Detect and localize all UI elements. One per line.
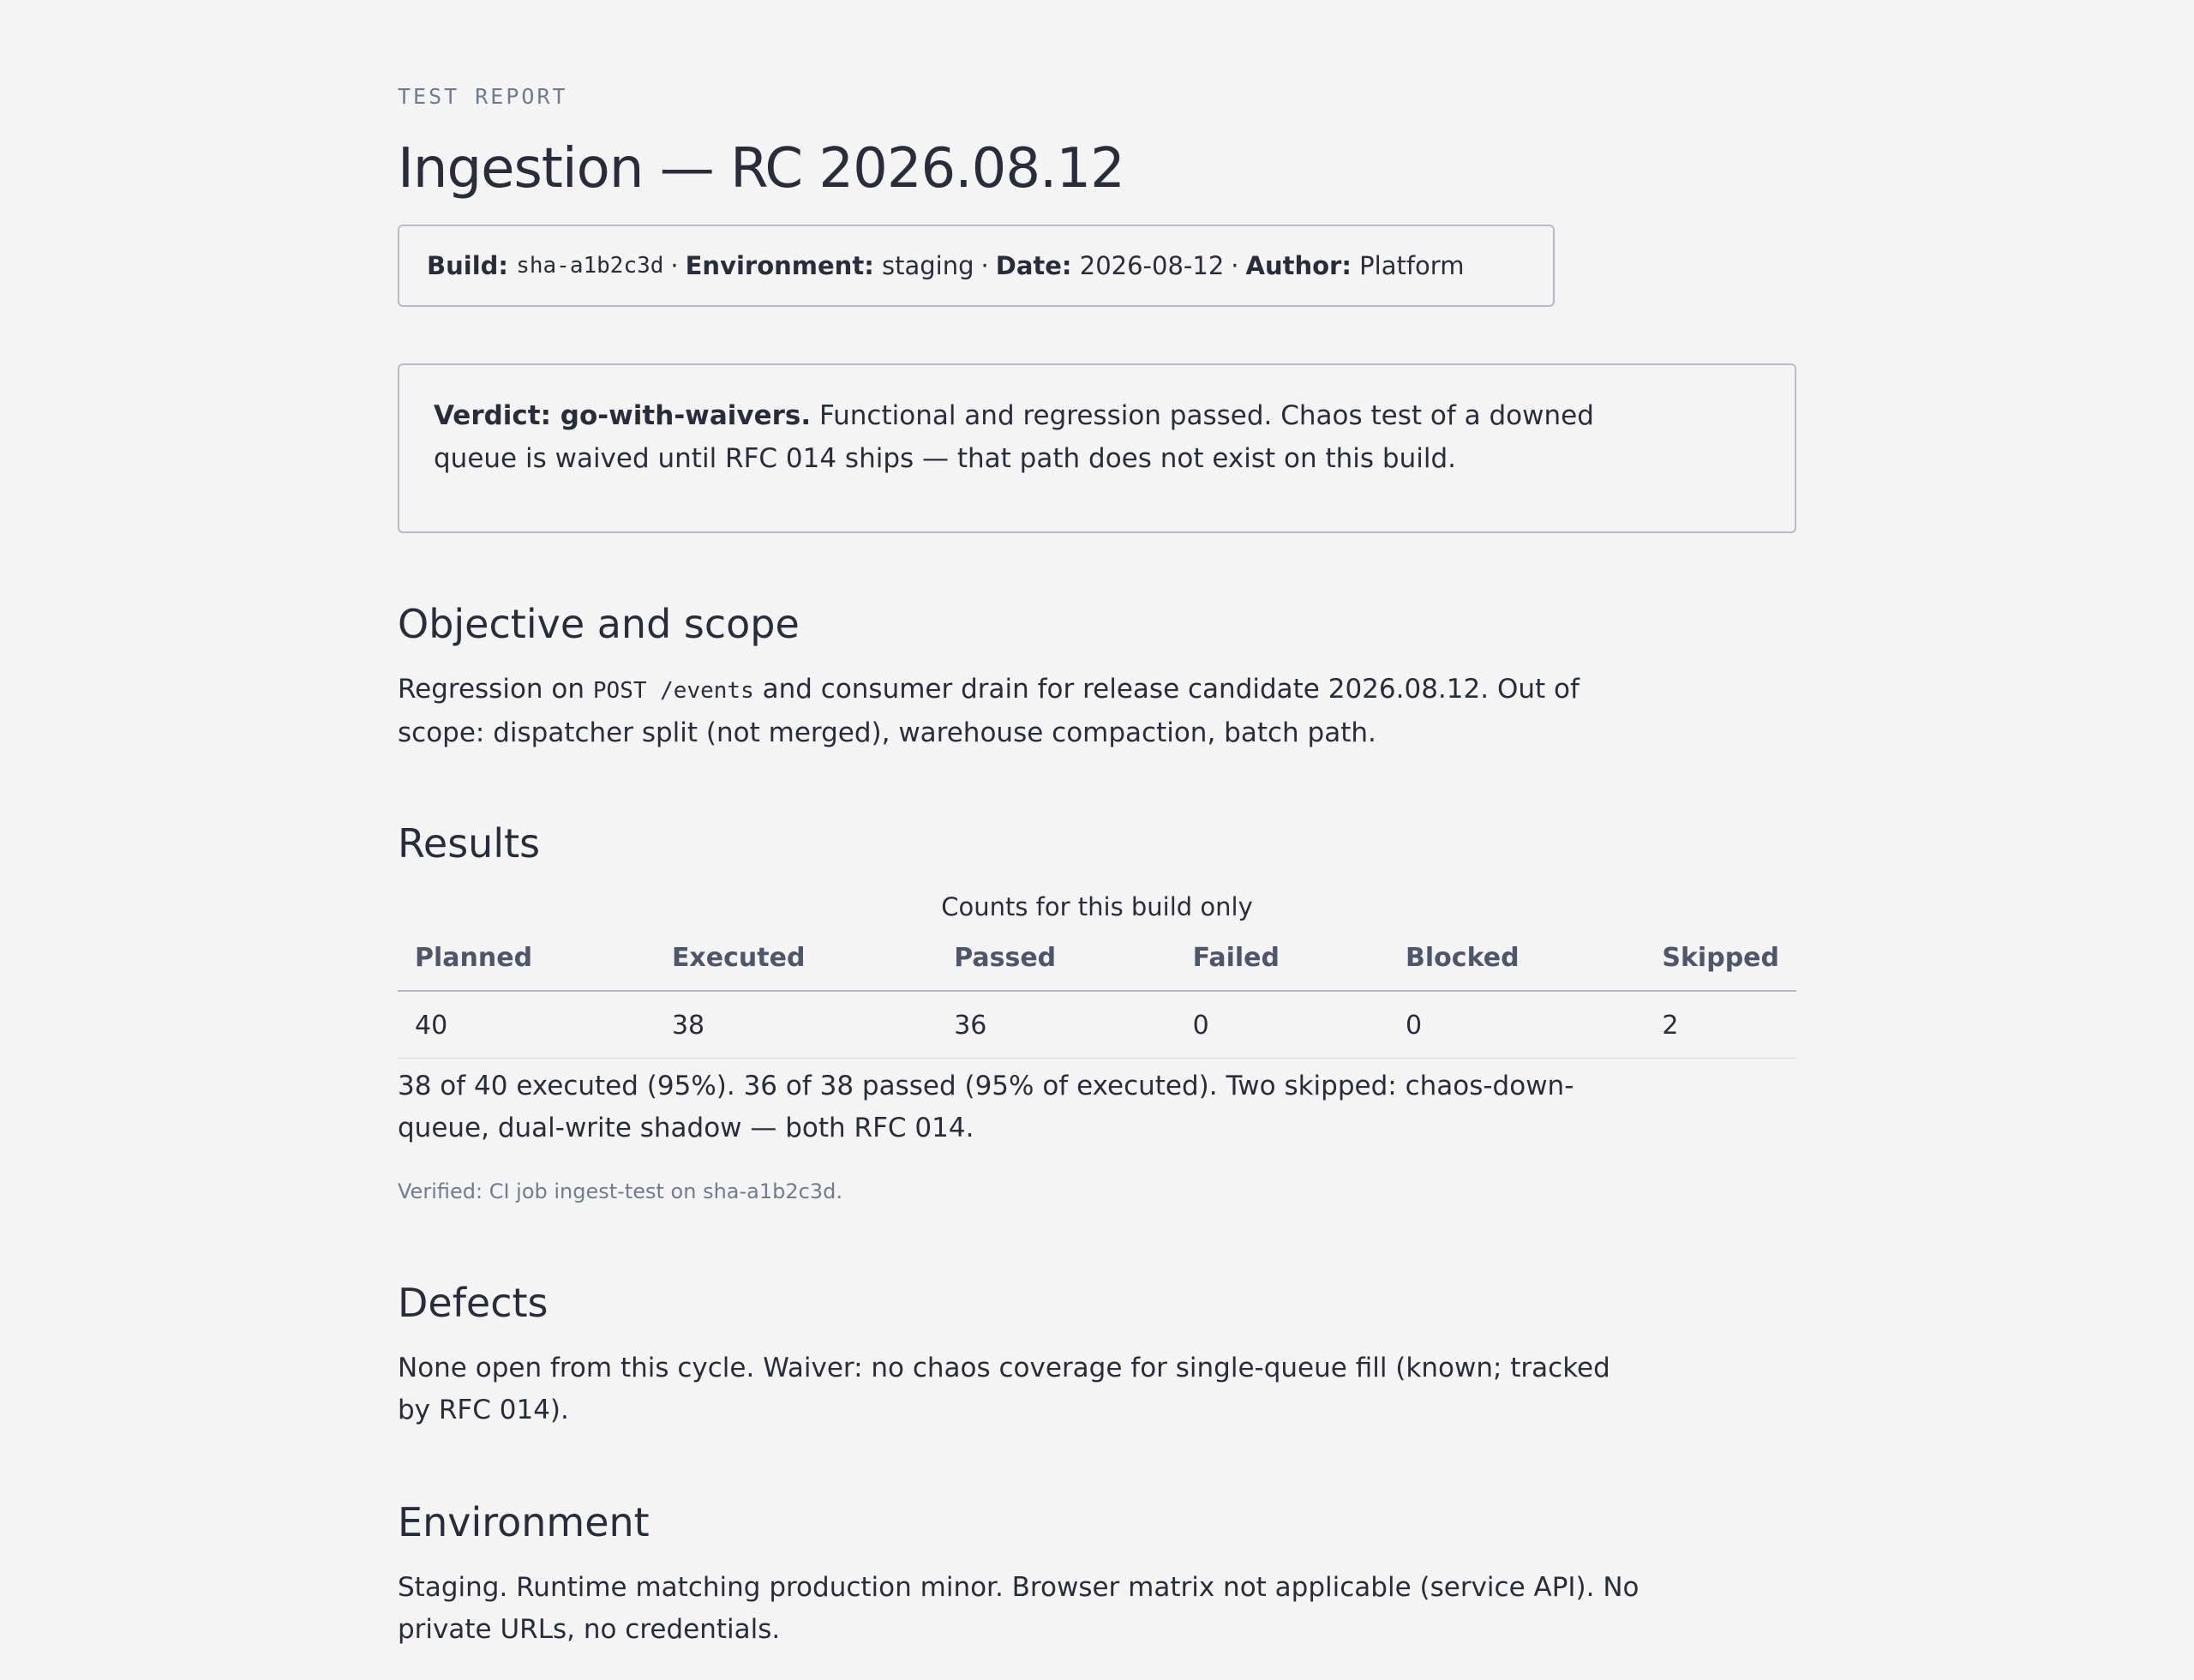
column-header-skipped: Skipped: [1645, 934, 1796, 991]
column-header-blocked: Blocked: [1388, 934, 1645, 991]
cell-executed: 38: [655, 991, 937, 1059]
verdict-label: Verdict: go-with-waivers.: [434, 400, 812, 431]
cell-planned: 40: [398, 991, 655, 1059]
cell-blocked: 0: [1388, 991, 1645, 1059]
endpoint-code: POST /events: [592, 678, 754, 704]
table-header-row: [398, 934, 1796, 991]
objective-text: [398, 669, 1649, 754]
meta-separator: ·: [1231, 251, 1239, 280]
cell-failed: 0: [1176, 991, 1388, 1059]
author-value: Platform: [1359, 251, 1465, 280]
environment-label: Environment:: [685, 251, 874, 280]
cell-skipped: 2: [1645, 991, 1796, 1059]
author-label: Author:: [1245, 251, 1352, 280]
meta-separator: ·: [980, 251, 989, 280]
column-header-executed: Executed: [655, 934, 937, 991]
column-header-passed: Passed: [937, 934, 1175, 991]
verified-note: Verified: CI job ingest-test on sha-a1b2c3d.: [398, 1179, 842, 1203]
cell-passed: 36: [937, 991, 1175, 1059]
objective-heading: Objective and scope: [398, 601, 800, 647]
environment-heading: Environment: [398, 1499, 650, 1545]
results-table: [398, 934, 1796, 1059]
build-meta-box: [398, 225, 1555, 307]
meta-separator: ·: [670, 251, 679, 280]
objective-suffix: and consumer drain for release candidate 2026.08.12. Out of scope: dispatcher split (not merged), warehouse compaction, batch path.: [398, 674, 1580, 748]
column-header-planned: Planned: [398, 934, 655, 991]
results-summary: 38 of 40 executed (95%). 36 of 38 passed (95% of executed). Two skipped: chaos-down-queue, dual-write shadow — both RFC 014.: [398, 1071, 1574, 1143]
environment-value: staging: [882, 251, 974, 280]
verdict-callout: [398, 363, 1796, 533]
build-label: Build:: [427, 251, 508, 280]
column-header-failed: Failed: [1176, 934, 1388, 991]
eyebrow-label: TEST REPORT: [398, 84, 568, 109]
page-title: Ingestion — RC 2026.08.12: [398, 137, 1124, 201]
environment-text: Staging. Runtime matching production minor. Browser matrix not applicable (service API). No private URLs, no credentials.: [398, 1572, 1640, 1645]
objective-prefix: Regression on: [398, 674, 585, 705]
date-label: Date:: [995, 251, 1072, 280]
defects-heading: Defects: [398, 1280, 548, 1326]
verdict-body: Functional and regression passed. Chaos test of a downed queue is waived until RFC 014 ships — that path does not exist on this build.: [434, 400, 1594, 474]
verdict-text: [434, 394, 1676, 480]
results-table-caption: Counts for this build only: [941, 892, 1253, 921]
build-value: sha-a1b2c3d: [516, 253, 664, 279]
defects-text: None open from this cycle. Waiver: no chaos coverage for single-queue fill (known; tracked by RFC 014).: [398, 1353, 1610, 1425]
results-heading: Results: [398, 820, 541, 867]
table-row: [398, 991, 1796, 1059]
date-value: 2026-08-12: [1079, 251, 1225, 280]
